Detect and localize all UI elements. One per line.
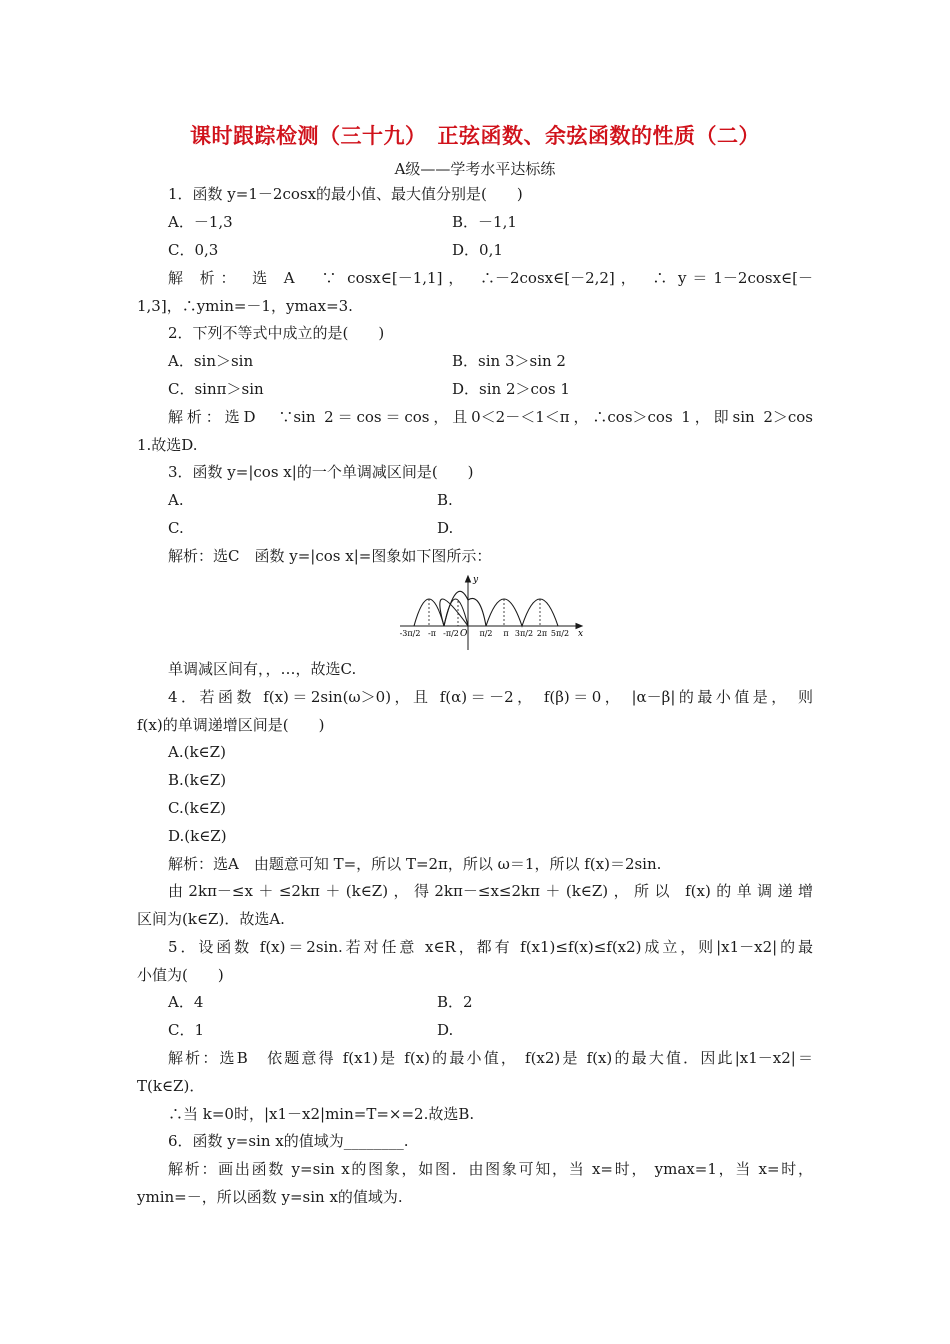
option-a: A．sin＞sin — [168, 352, 254, 370]
question-4-cont: f(x)的单调递增区间是( ) — [137, 716, 325, 734]
option-b: B．sin 3＞sin 2 — [452, 352, 566, 370]
option-a: A．4 — [168, 993, 204, 1011]
abs-cos-graph — [396, 572, 586, 652]
option-c: C．0,3 — [168, 241, 219, 259]
origin-label: O — [460, 629, 468, 639]
option-c: C.(k∈Z) — [168, 799, 227, 817]
tick-label: 2π — [536, 629, 548, 638]
option-a: A.(k∈Z) — [168, 743, 226, 761]
answer-2-cont: 1.故选D. — [137, 436, 198, 454]
section-subtitle: A级——学考水平达标练 — [394, 160, 556, 178]
option-d: D. — [437, 1021, 454, 1039]
answer-3: 解析：选C 函数 y=|cos x|=图象如下图所示： — [168, 547, 492, 565]
answer-4-cont: 区间为(k∈Z)．故选A. — [137, 910, 285, 928]
answer-3-cont: 单调减区间有，，…，故选C. — [168, 660, 357, 678]
answer-2: 解析：选D ∵sin 2＝cos＝cos，且0＜2－＜1＜π，∴cos＞cos 1，即sin 2＞cos — [168, 408, 813, 426]
tick-label: π — [503, 629, 509, 638]
answer-4-line2: 由2kπ－≤x＋≤2kπ＋(k∈Z)，得2kπ－≤x≤2kπ＋(k∈Z)，所以 f(x)的单调递增 — [168, 882, 813, 900]
option-c: C．sinπ＞sin — [168, 380, 264, 398]
answer-5: 解析：选B 依题意得 f(x1)是 f(x)的最小值， f(x2)是 f(x)的最大值．因此|x1－x2|＝ — [168, 1049, 813, 1067]
option-a: A．－1,3 — [168, 213, 233, 231]
option-a: A. — [168, 491, 184, 509]
question-1: 1．函数 y=1－2cosx的最小值、最大值分别是( ) — [168, 185, 523, 203]
question-5-cont: 小值为( ) — [137, 966, 224, 984]
option-d: D．0,1 — [452, 241, 503, 259]
question-2: 2．下列不等式中成立的是( ) — [168, 324, 385, 342]
question-5: 5．设函数 f(x)＝2sin.若对任意 x∈R，都有 f(x1)≤f(x)≤f(x2)成立，则|x1－x2|的最 — [168, 938, 813, 956]
option-c: C. — [168, 519, 184, 537]
answer-4: 解析：选A 由题意可知 T=，所以 T=2π，所以 ω＝1，所以 f(x)＝2sin. — [168, 855, 662, 873]
tick-label: -3π/2 — [399, 629, 421, 638]
option-b: B．2 — [437, 993, 473, 1011]
tick-label: 5π/2 — [550, 629, 570, 638]
question-6: 6．函数 y=sin x的值域为________. — [168, 1132, 409, 1150]
option-d: D．sin 2＞cos 1 — [452, 380, 570, 398]
y-axis-label: y — [473, 575, 479, 585]
answer-1: 解 析： 选 A ∵ cosx∈[－1,1]， ∴－2cosx∈[－2,2]， ∴ y＝1－2cosx∈[－ — [168, 269, 813, 287]
question-3: 3．函数 y=|cos x|的一个单调减区间是( ) — [168, 463, 474, 481]
answer-6-cont: ymin=－，所以函数 y=sin x的值域为. — [137, 1188, 403, 1206]
tick-label: -π/2 — [443, 629, 459, 638]
answer-6: 解析：画出函数 y=sin x的图象，如图．由图象可知，当 x=时， ymax=1，当 x=时， — [168, 1160, 813, 1178]
page-title: 课时跟踪检测（三十九） 正弦函数、余弦函数的性质（二） — [190, 124, 760, 148]
tick-label: 3π/2 — [514, 629, 534, 638]
question-4: 4．若函数 f(x)＝2sin(ω＞0)，且 f(α)＝－2， f(β)＝0， |α－β|的最小值是， 则 — [168, 688, 813, 706]
option-b: B.(k∈Z) — [168, 771, 227, 789]
option-b: B. — [437, 491, 453, 509]
answer-5-cont: T(k∈Z)． — [137, 1077, 205, 1095]
answer-5-line3: ∴当 k=0时，|x1－x2|min=T=×=2.故选B. — [168, 1105, 475, 1123]
x-axis-label: x — [578, 629, 584, 639]
tick-label: π/2 — [479, 629, 493, 638]
tick-label: -π — [428, 629, 436, 638]
option-d: D.(k∈Z) — [168, 827, 227, 845]
tick-labels — [400, 629, 569, 638]
option-b: B．－1,1 — [452, 213, 517, 231]
answer-1-cont: 1,3]，∴ymin=－1，ymax=3. — [137, 297, 353, 315]
option-d: D. — [437, 519, 454, 537]
option-c: C．1 — [168, 1021, 205, 1039]
